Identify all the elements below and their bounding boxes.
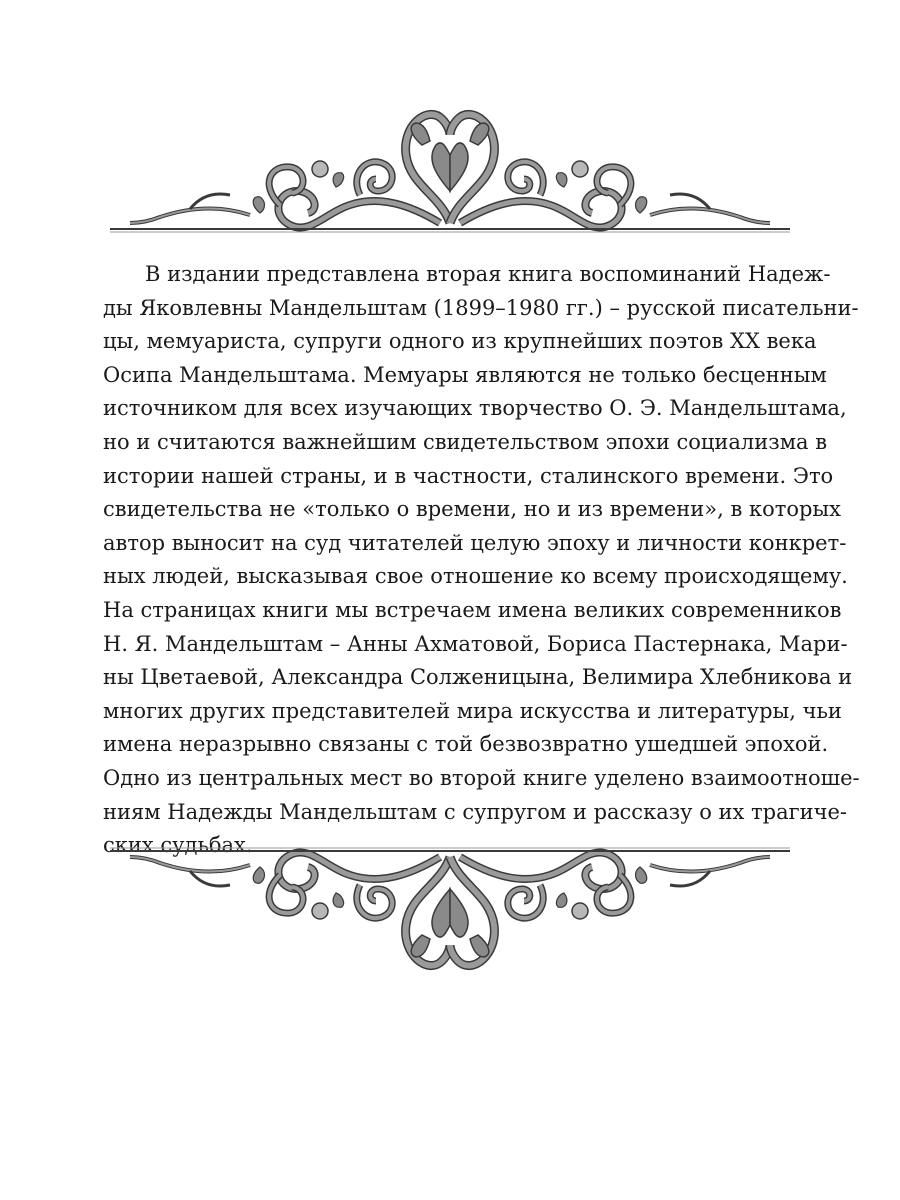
paragraph-line: автор выносит на суд читателей целую эпоху и личности конкрет- — [103, 530, 847, 555]
paragraph-line: ды Яковлевны Мандельштам (1899–1980 гг.) – русской писательни- — [103, 295, 859, 320]
paragraph-line: имена неразрывно связаны с той безвозвратно ушедшей эпохой. — [103, 732, 829, 757]
bottom-ornament-icon — [110, 845, 790, 985]
paragraph-line: ниям Надежды Мандельштам с супругом и рассказу о их трагиче- — [103, 799, 848, 824]
paragraph-line: ских судьбах. — [103, 833, 253, 858]
paragraph-line: В издании представлена вторая книга воспоминаний Надеж- — [145, 262, 831, 286]
paragraph-line: ных людей, высказывая свое отношение ко всему происходящему. — [103, 564, 848, 589]
body-paragraph — [103, 258, 860, 863]
bottom-ornament — [110, 845, 790, 985]
paragraph-line: источником для всех изучающих творчество О. Э. Мандельштама, — [103, 396, 847, 421]
paragraph-line: истории нашей страны, и в частности, сталинского времени. Это — [103, 463, 834, 488]
paragraph-line: свидетельства не «только о времени, но и из времени», в которых — [103, 497, 841, 522]
top-ornament-icon — [110, 95, 790, 235]
paragraph-line: Одно из центральных мест во второй книге уделено взаимоотноше- — [103, 765, 860, 790]
paragraph-line: ны Цветаевой, Александра Солженицына, Велимира Хлебникова и — [103, 665, 853, 690]
paragraph-line: многих других представителей мира искусства и литературы, чьи — [103, 698, 842, 723]
top-ornament — [110, 95, 790, 235]
paragraph-line: но и считаются важнейшим свидетельством эпохи социализма в — [103, 429, 828, 454]
paragraph-line: цы, мемуариста, супруги одного из крупнейших поэтов XX века — [103, 329, 817, 354]
paragraph-line: Осипа Мандельштама. Мемуары являются не только бесценным — [103, 362, 827, 387]
paragraph-line: Н. Я. Мандельштам – Анны Ахматовой, Бориса Пастернака, Мари- — [103, 631, 848, 656]
paragraph-line: На страницах книги мы встречаем имена великих современников — [103, 597, 842, 622]
